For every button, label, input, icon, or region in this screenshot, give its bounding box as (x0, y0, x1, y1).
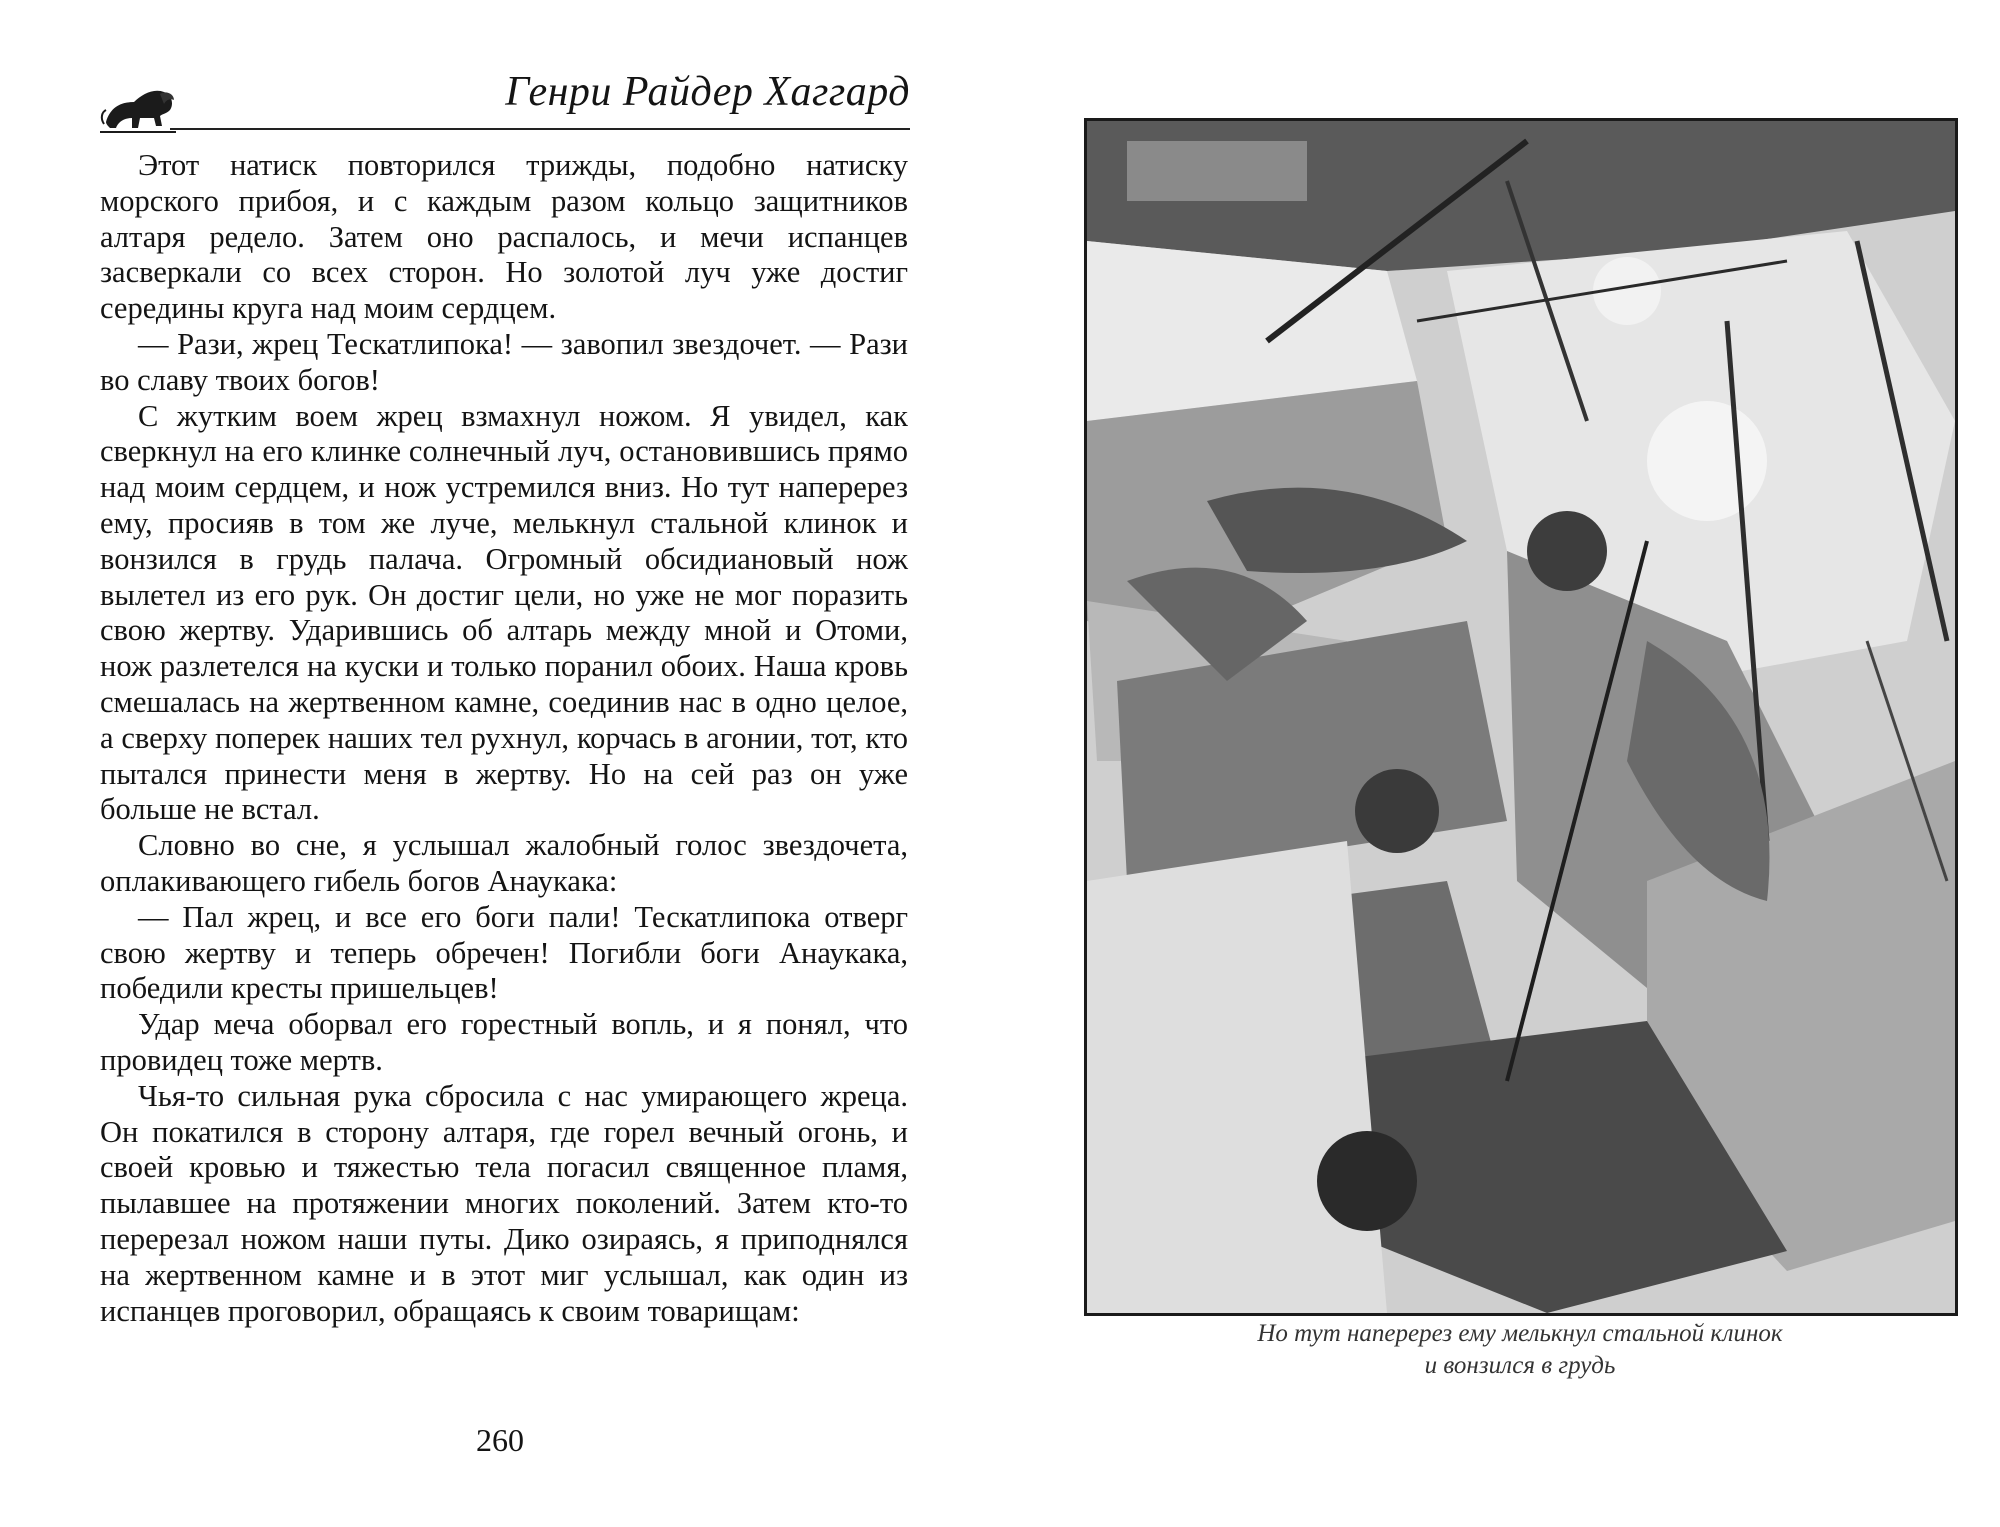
running-head-author: Генри Райдер Хаггард (505, 69, 910, 115)
running-head (100, 60, 910, 140)
paragraph: — Пал жрец, и все его боги пали! Тескатлипока отверг свою жертву и теперь обречен! Погибли боги Анаукака, победили кресты пришельцев! (100, 899, 908, 1006)
paragraph: Этот натиск повторился трижды, подобно натиску морского прибоя, и с каждым разом кольцо защитников алтаря редело. Затем оно распалось, и мечи испанцев засверкали со всех сторон. Но золотой луч уже достиг середины круга над моим сердцем. (100, 148, 908, 326)
paragraph: С жутким воем жрец взмахнул ножом. Я увидел, как сверкнул на его клинке солнечный луч, остановившись прямо над моим сердцем, и нож устремился вниз. Но тут наперерез ему, просияв в том же луче, мелькнул стальной клинок и вонзился в грудь палача. Огромный обсидиановый нож вылетел из его рук. Он достиг цели, но уже не мог поразить свою жертву. Ударившись об алтарь между мной и Отоми, нож разлетелся на куски и только поранил обоих. Наша кровь смешалась на жертвенном камне, соединив нас в одно целое, а сверху поперек наших тел рухнул, корчась в агонии, тот, кто пытался принести меня в жертву. Но на сей раз он уже больше не встал. (100, 398, 908, 827)
caption-line: Но тут наперерез ему мелькнул стальной клинок (1257, 1320, 1783, 1347)
lion-emblem-icon (100, 78, 178, 138)
caption-line: и вонзился в грудь (1424, 1352, 1616, 1379)
paragraph: — Рази, жрец Тескатлипока! — завопил звездочет. — Рази во славу твоих богов! (100, 326, 908, 397)
paragraph: Словно во сне, я услышал жалобный голос звездочета, оплакивающего гибель богов Анаукака: (100, 828, 908, 898)
body-text (100, 148, 908, 1329)
battle-illustration (1084, 118, 1958, 1316)
page-number: 260 (476, 1422, 524, 1458)
header-rule (170, 128, 910, 130)
right-page (1040, 0, 2000, 1527)
figure-caption (1100, 1318, 1940, 1382)
paragraph: Чья-то сильная рука сбросила с нас умирающего жреца. Он покатился в сторону алтаря, где горел вечный огонь, и своей кровью и тяжестью тела погасил священное пламя, пылавшее на протяжении многих поколений. Затем кто-то перерезал ножом наши путы. Дико озираясь, я приподнялся на жертвенном камне и в этот миг услышал, как один из испанцев проговорил, обращаясь к своим товарищам: (100, 1078, 908, 1328)
paragraph: Удар меча оборвал его горестный вопль, и я понял, что провидец тоже мертв. (100, 1007, 908, 1077)
illustration-drawing (1087, 121, 1955, 1313)
